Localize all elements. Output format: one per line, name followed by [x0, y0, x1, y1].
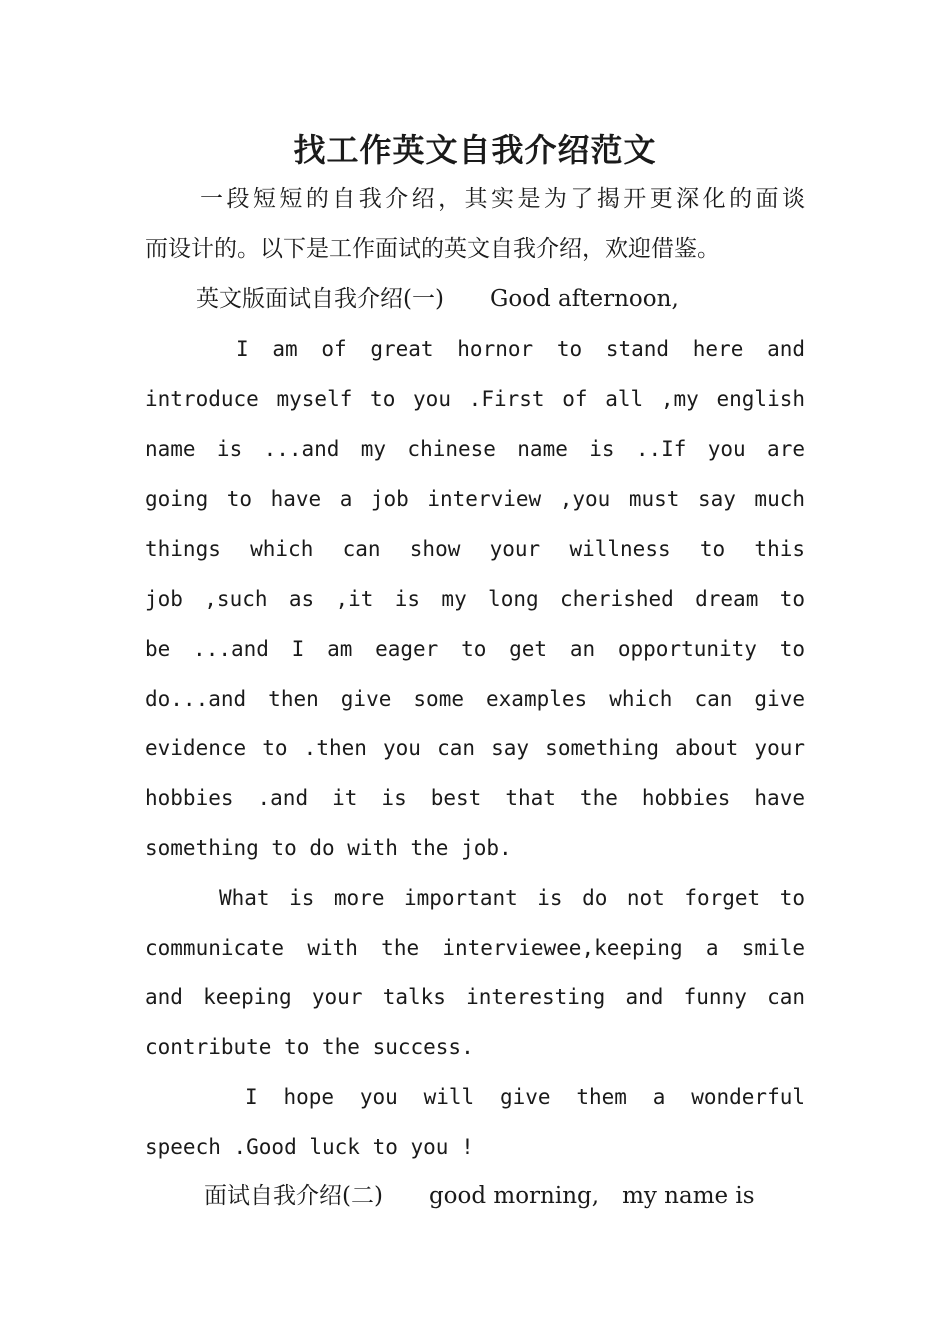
section-heading-2: 面试自我介绍(二) good morning, my name is [204, 1183, 755, 1209]
body-line: do...and then give some examples which can give [145, 687, 805, 711]
document-title: 找工作英文自我介绍范文 [293, 131, 657, 169]
body-line: evidence to .then you can say something about your [145, 736, 805, 760]
body-line: and keeping your talks interesting and funny can [145, 985, 805, 1009]
body-line: things which can show your willness to this [145, 537, 805, 561]
body-line: contribute to the success. [145, 1035, 474, 1059]
body-line: What is more important is do not forget to [219, 886, 805, 910]
body-line: job ,such as ,it is my long cherished dream to [145, 587, 805, 611]
body-line: be ...and I am eager to get an opportunity to [145, 637, 805, 661]
body-line: something to do with the job. [145, 836, 512, 860]
body-line: name is ...and my chinese name is ..If you are [145, 437, 805, 461]
body-line: introduce myself to you .First of all ,my english [145, 387, 805, 411]
intro-line-1: 一段短短的自我介绍，其实是为了揭开更深化的面谈 [200, 186, 805, 212]
body-line: I am of great hornor to stand here and [236, 337, 805, 361]
body-line: communicate with the interviewee,keeping a smile [145, 936, 805, 960]
body-line: going to have a job interview ,you must say much [145, 487, 805, 511]
intro-line-2: 而设计的。以下是工作面试的英文自我介绍，欢迎借鉴。 [145, 236, 720, 262]
body-line: speech .Good luck to you ! [145, 1135, 474, 1159]
body-line: hobbies .and it is best that the hobbies have [145, 786, 805, 810]
section-heading-1: 英文版面试自我介绍(一) Good afternoon, [196, 286, 679, 312]
body-line: I hope you will give them a wonderful [245, 1085, 805, 1109]
